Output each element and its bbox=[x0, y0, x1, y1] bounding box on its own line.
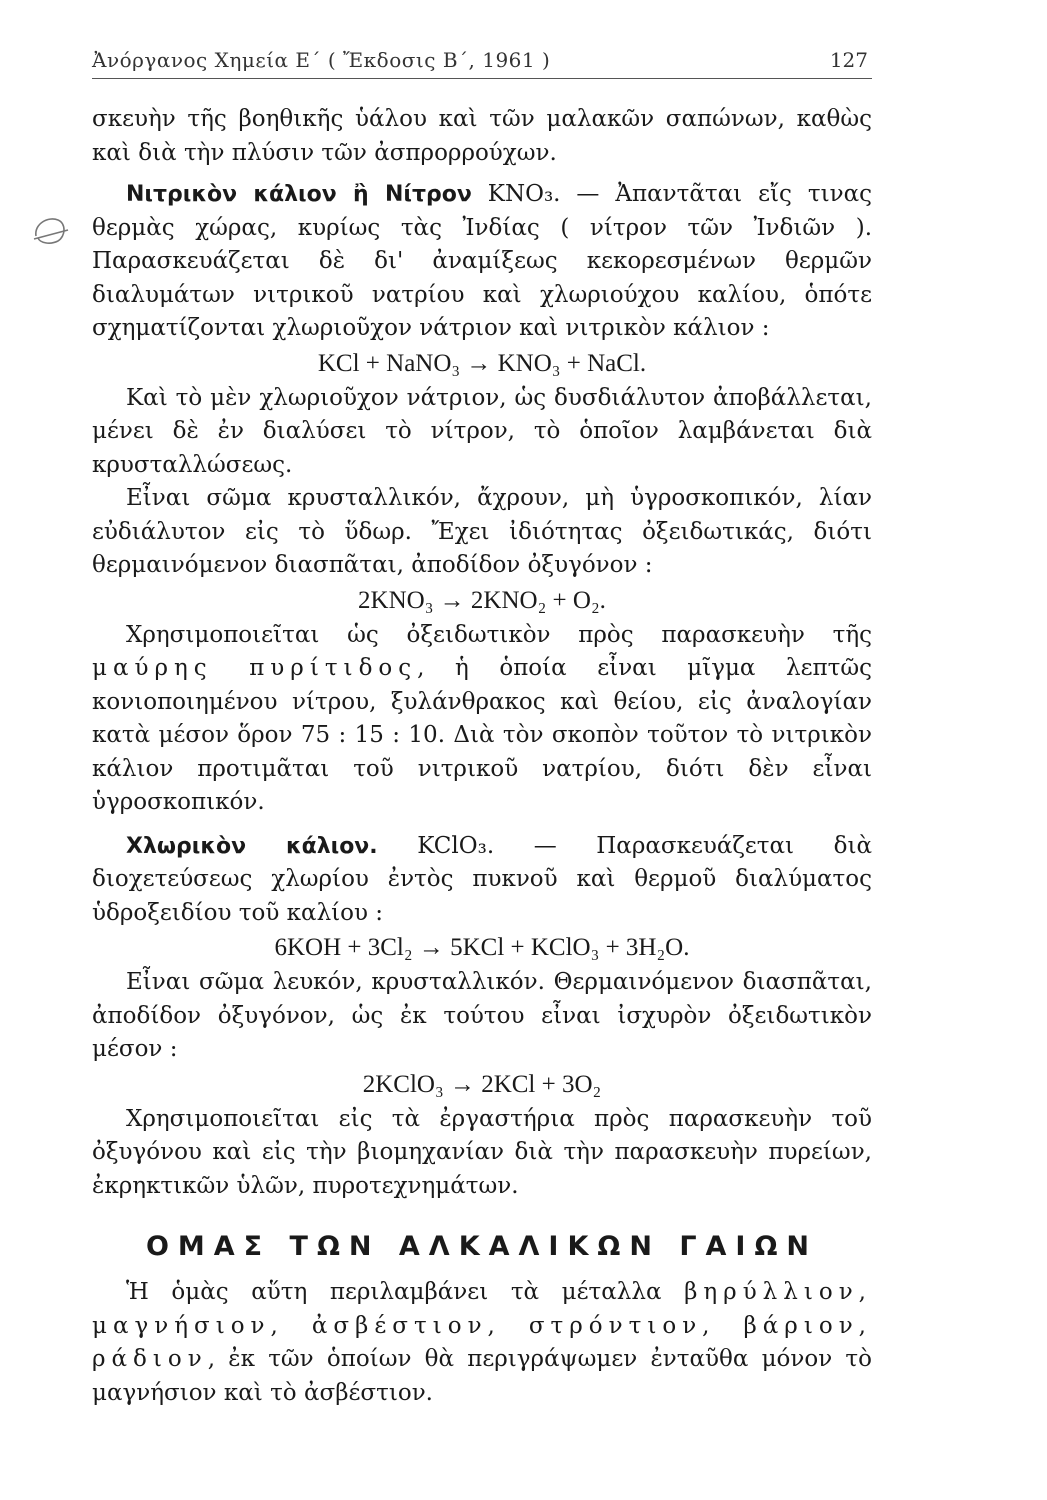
kclo3-paragraph-2: Εἶναι σῶμα λευκόν, κρυσταλλικόν. Θερμαινόμενον διασπᾶται, ἀποδίδον ὀξυγόνον, ὡς ἐκ τούτου εἶναι ἰσχυρὸν ὀξειδωτικὸν μέσον : bbox=[92, 969, 872, 1062]
kno3-equation-1: KCl + NaNO₃ → KNO₃ + NaCl. bbox=[317, 349, 647, 377]
running-header bbox=[92, 48, 872, 79]
section-intro-end: , ἐκ τῶν ὁποίων θὰ περιγράψωμεν ἐνταῦθα μόνον τὸ μαγνήσιον καὶ τὸ ἀσβέστιον. bbox=[92, 1346, 872, 1406]
kclo3-paragraph bbox=[92, 830, 872, 931]
section-intro-start: Ἡ ὁμὰς αὕτη περιλαμβάνει τὰ μέταλλα bbox=[126, 1279, 685, 1305]
kno3-paragraph-4-start: Χρησιμοποιεῖται ὡς ὀξειδωτικὸν πρὸς παρασκευὴν τῆς bbox=[126, 621, 872, 648]
kno3-paragraph bbox=[92, 178, 872, 346]
pencil-circle-mark-icon bbox=[28, 208, 74, 254]
section-intro bbox=[92, 1276, 872, 1410]
book-title: Ἀνόργανος Χημεία Ε΄ ( Ἔκδοσις Β΄, 1961 ) bbox=[92, 48, 551, 72]
metals-list: βηρύλλιον, μαγνήσιον, ἀσβέστιον, στρόντιον, βάριον, ράδιον bbox=[92, 1279, 872, 1372]
kno3-paragraph-3: Εἶναι σῶμα κρυσταλλικόν, ἄχρουν, μὴ ὑγροσκοπικόν, λίαν εὐδιάλυτον εἰς τὸ ὕδωρ. Ἔχει ἰδιότητας ὀξειδωτικάς, διότι θερμαινόμενον διασπᾶται, ἀποδίδον ὀξυγόνον : bbox=[92, 485, 872, 578]
paragraph-continued: σκευὴν τῆς βοηθικῆς ὑάλου καὶ τῶν μαλακῶν σαπώνων, καθὼς καὶ διὰ τὴν πλύσιν τῶν ἀσπρορρούχων. bbox=[92, 106, 872, 166]
kno3-formula: KNO₃ bbox=[487, 181, 554, 207]
kno3-text: . — Ἀπαντᾶται εἴς τινας θερμὰς χώρας, κυρίως τὰς Ἰνδίας ( νίτρον τῶν Ἰνδιῶν ). Παρασκευάζεται δὲ δι' ἀναμίξεως κεκορεσμένων θερμῶν διαλυμάτων νιτρικοῦ νατρίου καὶ χλωριούχου καλίου, ὁπότε σχηματίζονται χλωριοῦχον νάτριον καὶ νιτρικὸν κάλιον : bbox=[92, 181, 872, 341]
kno3-heading: Νιτρικὸν κάλιον ἢ Νίτρον bbox=[126, 182, 472, 207]
kclo3-paragraph-3: Χρησιμοποιεῖται εἰς τὰ ἐργαστήρια πρὸς παρασκευὴν τοῦ ὀξυγόνου καὶ εἰς τὴν βιομηχανίαν διὰ τὴν παρασκευὴν πυρείων, ἐκρηκτικῶν ὑλῶν, πυροτεχνημάτων. bbox=[92, 1105, 872, 1199]
kno3-paragraph-4 bbox=[92, 619, 872, 820]
kclo3-equation-1: 6KOH + 3Cl₂ → 5KCl + KClO₃ + 3H₂O. bbox=[274, 934, 690, 961]
kclo3-formula: KClO₃ bbox=[417, 832, 487, 859]
kclo3-heading: Χλωρικὸν κάλιον. bbox=[126, 833, 378, 859]
black-powder-term: μαύρης πυρίτιδος bbox=[92, 655, 418, 681]
kclo3-text: . — Παρασκευάζεται διὰ διοχετεύσεως χλωρίου ἐντὸς πυκνοῦ καὶ θερμοῦ διαλύματος ὑδροξειδίου τοῦ καλίου : bbox=[92, 832, 872, 926]
kno3-equation-2: 2KNO₃ → 2KNO₂ + O₂. bbox=[358, 586, 606, 614]
kclo3-equation-2: 2KClO₃ → 2KCl + 3O₂ bbox=[362, 1070, 602, 1098]
kno3-paragraph-2: Καὶ τὸ μὲν χλωριοῦχον νάτριον, ὡς δυσδιάλυτον ἀποβάλλεται, μένει δὲ ἐν διαλύσει τὸ νίτρον, τὸ ὁποῖον λαμβάνεται διὰ κρυσταλλώσεως. bbox=[92, 384, 872, 478]
section-heading: ΟΜΑΣ ΤΩΝ ΑΛΚΑΛΙΚΩΝ ΓΑΙΩΝ bbox=[145, 1231, 819, 1262]
page-number: 127 bbox=[829, 48, 868, 72]
kno3-paragraph-4-end: , ἡ ὁποία εἶναι μῖγμα λεπτῶς κονιοποιημένου νίτρου, ξυλάνθρακος καὶ θείου, εἰς ἀναλογίαν κατὰ μέσον ὅρον 75 : 15 : 10. Διὰ τὸν σκοπὸν τοῦτον τὸ νιτρικὸν κάλιον προτιμᾶται τοῦ νιτρικοῦ νατρίου, διότι δὲν εἶναι ὑγροσκοπικόν. bbox=[92, 655, 872, 815]
